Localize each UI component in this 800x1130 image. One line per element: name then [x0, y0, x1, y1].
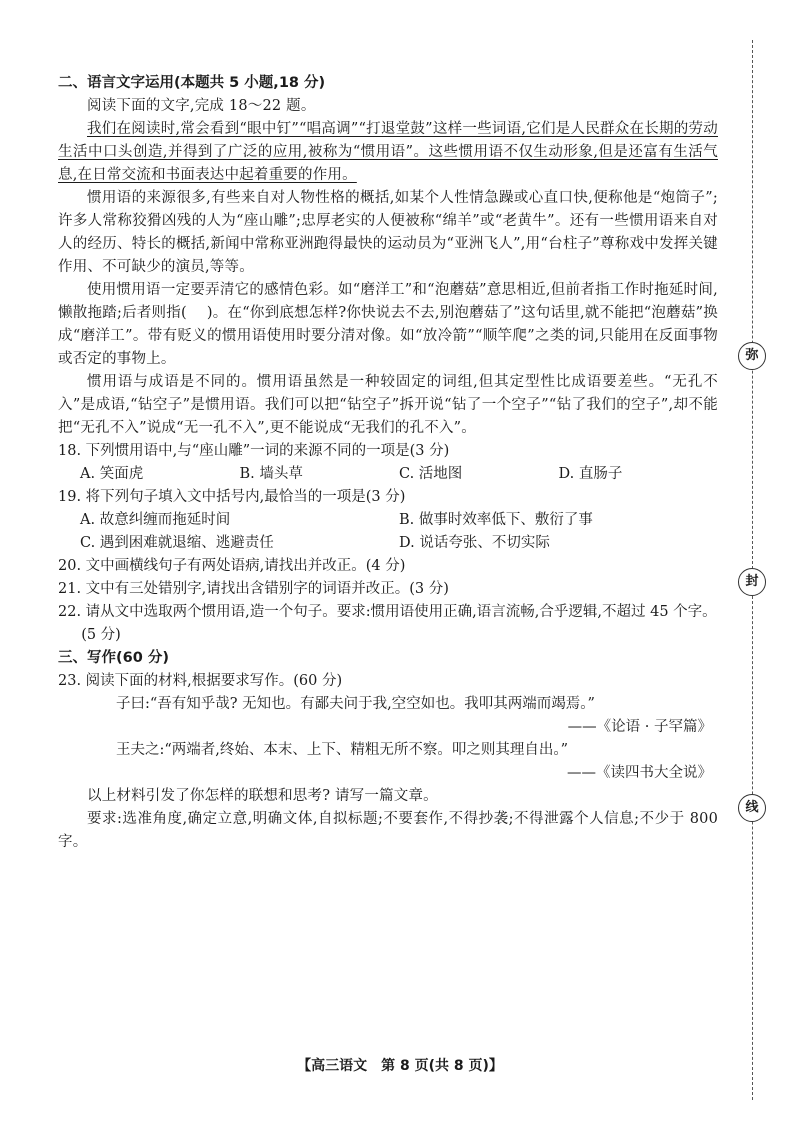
seal-mark-xian: 线 — [738, 794, 766, 822]
writing-prompt: 以上材料引发了你怎样的联想和思考? 请写一篇文章。 — [87, 788, 438, 804]
section-3-heading: 三、写作(60 分) — [58, 650, 169, 666]
question-19: 19. 将下列句子填入文中括号内,最恰当的一项是(3 分) — [58, 489, 406, 505]
option-a: A. 故意纠缠而拖延时间 — [80, 512, 231, 528]
page-footer: 【高三语文 第 8 页(共 8 页)】 — [297, 1058, 503, 1074]
question-20: 20. 文中画横线句子有两处语病,请找出并改正。(4 分) — [58, 558, 406, 574]
passage-paragraph-2: 惯用语的来源很多,有些来自对人物性格的概括,如某个人性情急躁或心直口快,便称他是“炮筒子”;许多人常称狡猾凶残的人为“座山雕”;忠厚老实的人便被称“绵羊”或“老黄牛”。还有一些惯用语来自对人的经历、特长的概括,新闻中常称亚洲跑得最快的运动员为“亚洲飞人”,用“台柱子”尊称戏中发挥关键作用、不可缺少的演员,等等。 — [58, 190, 718, 275]
material-quote-1: 子曰:“吾有知乎哉? 无知也。有鄙夫问于我,空空如也。我叩其两端而竭焉。” — [116, 696, 595, 712]
option-a: A. 笑面虎 — [80, 466, 144, 482]
passage-paragraph-4: 惯用语与成语是不同的。惯用语虽然是一种较固定的词组,但其定型性比成语要差些。“无孔不入”是成语,“钻空子”是惯用语。我们可以把“钻空子”拆开说“钻了一个空子”“钻了我们的空子”,却不能把“无孔不入”说成“无一孔不入”,更不能说成“无我们的孔不入”。 — [58, 374, 718, 436]
option-b: B. 做事时效率低下、敷衍了事 — [399, 512, 593, 528]
question-18: 18. 下列惯用语中,与“座山雕”一词的来源不同的一项是(3 分) — [58, 443, 450, 459]
page-content — [58, 72, 718, 854]
seal-mark-feng: 封 — [738, 568, 766, 596]
material-source-1: ——《论语 · 子罕篇》 — [567, 719, 712, 735]
question-18-options — [58, 463, 718, 486]
question-23: 23. 阅读下面的材料,根据要求写作。(60 分) — [58, 673, 343, 689]
passage-paragraph-3-part-a: 使用惯用语一定要弄清它的感情色彩。如“磨洋工”和“泡蘑菇”意思相近,但前者指工作时拖延时间,懒散拖踏;后者则指( — [58, 282, 718, 321]
seal-mark-mi: 弥 — [738, 342, 766, 370]
section-2-heading: 二、语言文字运用(本题共 5 小题,18 分) — [58, 75, 326, 91]
option-c: C. 遇到困难就退缩、逃避责任 — [80, 535, 274, 551]
option-c: C. 活地图 — [399, 466, 463, 482]
passage-paragraph-3-part-b: )。在“你到底想怎样?你快说去不去,别泡蘑菇了”这句话里,就不能把“泡蘑菇”换成“磨洋工”。带有贬义的惯用语使用时要分清对像。如“放冷箭”“顺竿爬”之类的词,只能用在反面事物或否定的事物上。 — [58, 305, 718, 367]
passage-paragraph-3 — [58, 279, 718, 371]
material-quote-2: 王夫之:“两端者,终始、本末、上下、精粗无所不察。叩之则其理自出。” — [116, 742, 569, 758]
material-source-2: ——《读四书大全说》 — [567, 765, 712, 781]
reading-intro: 阅读下面的文字,完成 18～22 题。 — [87, 98, 316, 114]
question-22: 22. 请从文中选取两个惯用语,造一个句子。要求:惯用语使用正确,语言流畅,合乎逻辑,不超过 45 个字。(5 分) — [58, 604, 717, 643]
option-b: B. 墙头草 — [239, 466, 303, 482]
passage-paragraph-1: 我们在阅读时,常会看到“眼中钉”“唱高调”“打退堂鼓”这样一些词语,它们是人民群众在长期的劳动生活中口头创造,并得到了广泛的应用,被称为“惯用语”。这些惯用语不仅生动形象,但是还富有生活气息,在日常交流和书面表达中起着重要的作用。 — [58, 121, 718, 183]
option-d: D. 直肠子 — [558, 466, 623, 482]
option-d: D. 说话夸张、不切实际 — [399, 535, 550, 551]
writing-requirements: 要求:选准角度,确定立意,明确文体,自拟标题;不要套作,不得抄袭;不得泄露个人信息;不少于 800 字。 — [58, 811, 718, 850]
question-21: 21. 文中有三处错别字,请找出含错别字的词语并改正。(3 分) — [58, 581, 449, 597]
question-19-options — [58, 509, 718, 555]
